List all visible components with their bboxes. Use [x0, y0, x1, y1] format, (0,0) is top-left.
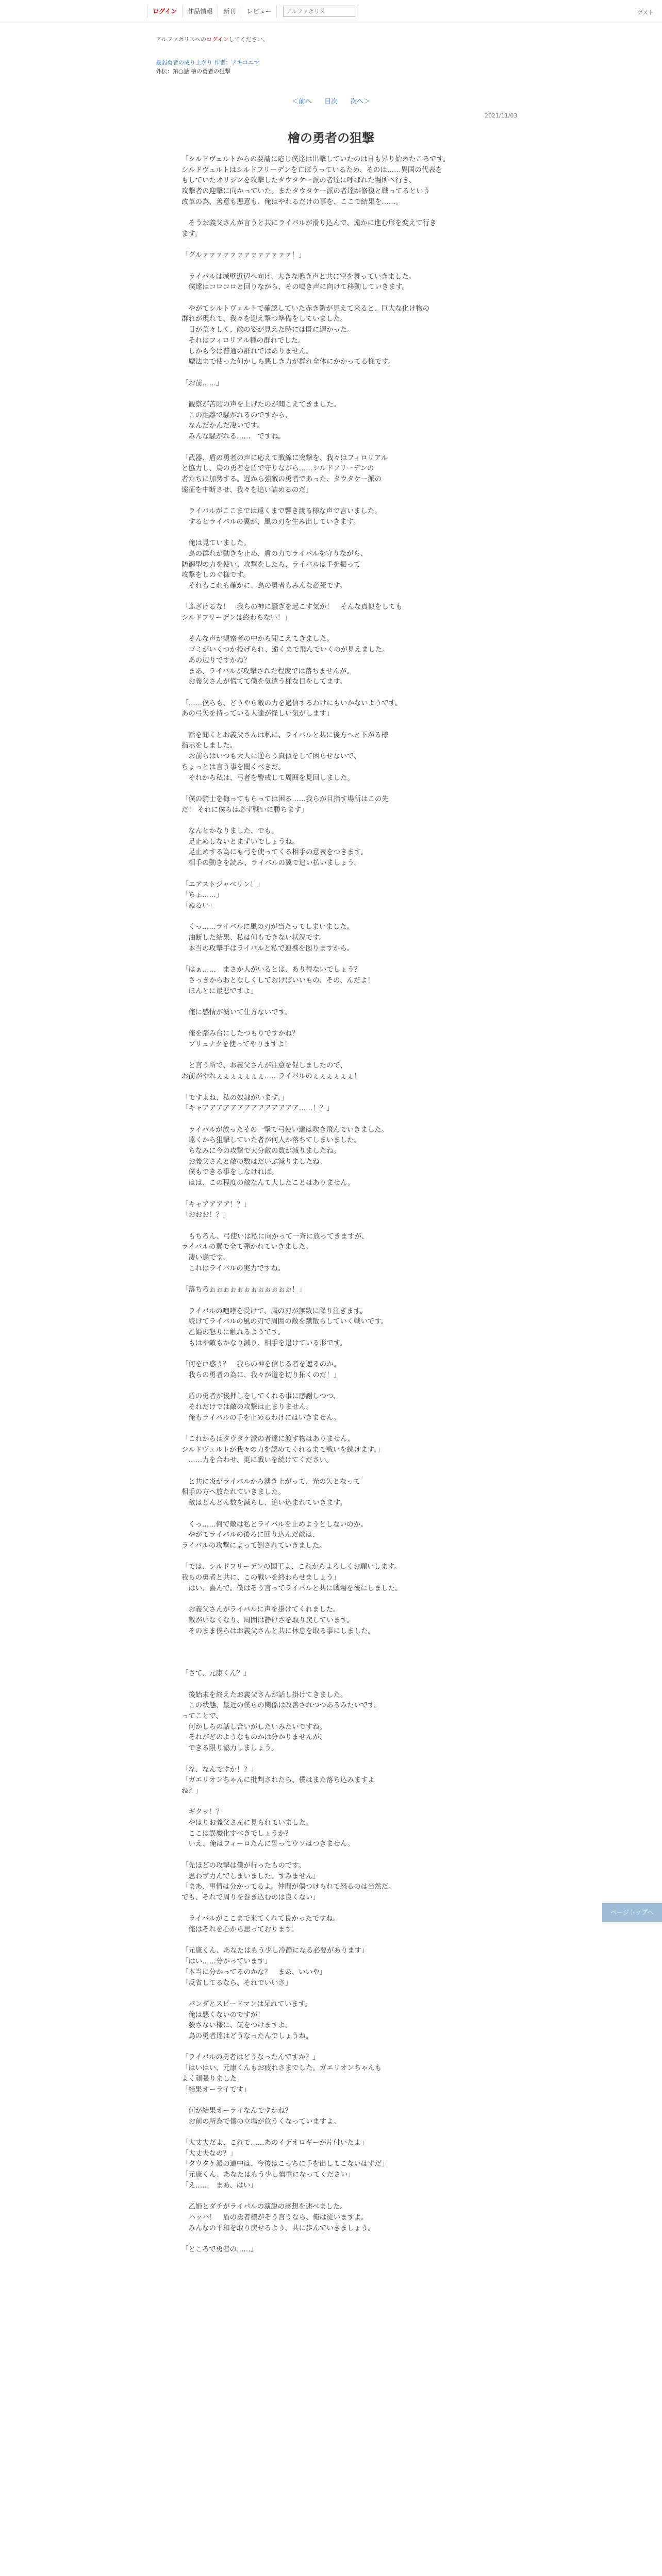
novel-line: 「僕の騎士を侮ってもらっては困る……我らが目指す場所はこの先: [181, 795, 389, 803]
novel-line: 俺はそれを心から思っております。: [181, 1926, 299, 1934]
novel-line: 話を聞くとお義父さんは私に、ライバルと共に後方へと下がる様: [181, 731, 389, 739]
novel-line: やがてライバルの後ろに回り込んだ敵は、: [181, 1531, 320, 1539]
novel-line: 「はい……分かっています」: [181, 1958, 272, 1966]
novel-line: 鳥の勇者達はどうなったんでしょうね。: [181, 2032, 313, 2041]
novel-line: なんとかなりました、でも。: [181, 827, 278, 836]
novel-line: やはりお義父さんに見られていました。: [181, 1819, 313, 1827]
novel-line: 思わず力んでしまいました。すみません」: [181, 1872, 320, 1880]
novel-line: 「ところで勇者の……」: [181, 2246, 258, 2254]
novel-line: ライバルは城壁近辺へ向け、大きな鳴き声と共に空を舞っていきました。: [181, 273, 416, 281]
novel-line: 改革の為、善意も悪意も、俺はやれるだけの事を、ここで結果を……。: [181, 198, 403, 206]
novel-line: [181, 816, 484, 826]
novel-line: [181, 1850, 484, 1861]
top-navigation-bar: [0, 0, 662, 23]
novel-line: 「な、なんですか！？」: [181, 1766, 258, 1774]
novel-line: [181, 2095, 484, 2106]
novel-line: [181, 1637, 484, 1648]
novel-line: 僕もできる事をしなければ。: [181, 1168, 278, 1177]
novel-line: [181, 2234, 484, 2245]
novel-line: [181, 1754, 484, 1765]
novel-line: [181, 1466, 484, 1477]
novel-line: シルドヴェルトが我々の力を認めてくれるまで戦いを続けます。」: [181, 1446, 385, 1454]
novel-line: 観察が苦悶の声を上げたのが聞こえてきました。: [181, 401, 340, 409]
novel-line: [181, 1680, 484, 1690]
novel-line: お前の所為で僕の立場が危うくなっていますよ。: [181, 2117, 340, 2126]
novel-line: 「大丈夫だよ、これで……あのイデオロギーが片付いたよ」: [181, 2139, 368, 2147]
work-info: [156, 35, 506, 76]
novel-line: みんな騒がれる…… ですね。: [181, 433, 285, 441]
novel-line: [181, 1552, 484, 1563]
novel-line: 「え…… まあ、はい」: [181, 2181, 257, 2190]
novel-line: お義父さんがライバルに声を掛けてくれました。: [181, 1606, 340, 1614]
novel-line: 本当の攻撃手はライバルと私で連携を図りますから。: [181, 944, 354, 953]
novel-line: と協力し、鳥の勇者を盾で守りながら……シルドフリーデンの: [181, 465, 374, 473]
novel-line: [181, 720, 484, 731]
novel-body: [181, 155, 484, 2256]
novel-line: ……力を合わせ、更に戦いを続けてください。: [181, 1456, 334, 1465]
novel-line: もしていたオリジンを攻撃したタウタケー派の者達に呼ばれた場所へ行き、: [181, 177, 416, 185]
novel-line: あの辺りですかね？: [181, 656, 251, 665]
novel-line: ブリュナクを使ってやりますよ！: [181, 1041, 291, 1049]
novel-line: ライバルが放ったその一撃で弓使い達は吹き飛んでいきました。: [181, 1126, 389, 1134]
novel-line: 遠征を中断させ、我々を追い詰めるのだ」: [181, 486, 313, 494]
novel-line: はい、喜んで。僕はそう言ってライバルと共に戦場を後にしました。: [181, 1584, 402, 1592]
novel-line: お義父さんと敵の数はだいぶ減りましたね。: [181, 1158, 327, 1166]
novel-line: 「落ちろぉぉぉぉぉぉぉぉぉぉぉぉ！」: [181, 1286, 306, 1294]
novel-line: お前らはいつも大人に逆らう真似をして困らせないで、: [181, 753, 361, 761]
novel-line: 「大丈夫なの？」: [181, 2149, 237, 2158]
novel-line: 「まあ、事情は分かってるよ。仲間が傷つけられて怒るのは当然だ。: [181, 1883, 395, 1891]
novel-line: なんだかんだ凄いです。: [181, 422, 264, 430]
novel-line: しかも今は普通の群れではありません。: [181, 347, 313, 355]
novel-line: 「元康くん、あなたはもう少し冷静になる必要があります」: [181, 1947, 369, 1955]
novel-line: でも、それで周りを巻き込むのは良くない」: [181, 1893, 320, 1902]
novel-line: [181, 1082, 484, 1093]
novel-line: 魔法まで使った何かしら悪しき力が群れ全体にかかってる様です。: [181, 358, 395, 366]
novel-line: もはや敵もかなり減り、相手を退けている形です。: [181, 1339, 347, 1347]
novel-line: 「タウタケ派の連中は、今後はこっちに手を出してこないはずだ」: [181, 2160, 389, 2168]
novel-line: 「おおお！？」: [181, 1211, 230, 1219]
novel-line: はは、この程度の敵なんて大したことはありません。: [181, 1179, 355, 1188]
novel-line: [181, 869, 484, 880]
novel-line: お義父さんが慌てて僕を気遣う様な目をしてます。: [181, 678, 347, 686]
novel-line: それもこれも確かに、鳥の勇者もみんな必死です。: [181, 582, 347, 590]
novel-line: 「ぬるい」: [181, 902, 216, 910]
novel-line: 殺さない様に、気をつけますよ。: [181, 2022, 292, 2030]
novel-line: [181, 1296, 484, 1307]
nav-review[interactable]: レビュー: [241, 5, 277, 18]
novel-line: それだけでは敵の攻撃は止まりません。: [181, 1403, 313, 1411]
novel-line: ってことで、: [181, 1713, 223, 1721]
novel-line: ギクッ！？: [181, 1808, 223, 1817]
novel-line: いえ、俺はフィーロたんに誓ってウソはつきません。: [181, 1840, 355, 1849]
novel-line: [181, 261, 484, 272]
novel-line: 我らの勇者の為に、我々が道を切り拓くのだ！」: [181, 1371, 340, 1379]
novel-line: みんなの平和を取り戻せるよう、共に歩んでいきましょう。: [181, 2224, 375, 2232]
novel-line: [181, 997, 484, 1008]
novel-line: まあ、ライバルが攻撃された程度では落ちませんが。: [181, 667, 354, 675]
novel-line: シルドヴェルトはシルドフリーデンを亡ぼうっているため、そのは……異国の代表を: [181, 166, 442, 174]
novel-line: 「結果オーライです」: [181, 2086, 251, 2094]
novel-line: [181, 1381, 484, 1392]
publish-date: 2021/11/03: [485, 112, 518, 119]
novel-line: 乙姫の怒りに触れるようです。: [181, 1328, 285, 1336]
novel-line: ほんとに最悪ですよ」: [181, 987, 258, 995]
main-nav: [147, 5, 355, 18]
chapter-pager: [0, 96, 662, 106]
novel-line: 相手の動きを読み、ライバルの翼で追い払いましょう。: [181, 859, 361, 868]
novel-line: [181, 912, 484, 923]
novel-line: [181, 592, 484, 603]
novel-line: ライバルがここまで来てくれて良かったですね。: [181, 1915, 340, 1923]
novel-line: 「シルドヴェルトからの要請に応じ僕達は出撃していたのは日も昇り始めたころです。: [181, 156, 450, 163]
novel-line: 群れが現れて、我々を迎え撃つ準備をしていました。: [181, 315, 347, 324]
novel-line: [181, 293, 484, 304]
novel-line: お前がやれぇぇぇぇぇぇぇ……ライバルのぇぇぇぇぇぇ！: [181, 1073, 361, 1081]
novel-line: ライバルがここまでは遠くまで響き渡る様な声で言いました。: [181, 507, 382, 516]
novel-line: 鳥の群れが動きを止め、盾の力でライバルを守りながら、: [181, 550, 368, 558]
novel-line: [181, 1423, 484, 1434]
novel-line: [181, 1274, 484, 1285]
novel-line: 敵がいなくなり、周囲は静けさを取り戻しています。: [181, 1616, 354, 1624]
novel-line: と共に炎がライバルから湧き上がって、光の矢となって: [181, 1478, 361, 1486]
novel-line: [181, 1050, 484, 1061]
novel-line: [181, 389, 484, 400]
novel-line: [181, 1658, 484, 1669]
novel-line: 「エアストジャベリン！」: [181, 880, 264, 889]
novel-line: 「これからはタウタケ派の者達に渡す物はありません、: [181, 1435, 355, 1443]
series-line: [156, 58, 506, 67]
novel-line: 「さて、元康くん？」: [181, 1670, 251, 1678]
novel-line: 目が荒々しく、敵の姿が見えた時には既に遅かった。: [181, 326, 354, 334]
novel-line: 「キャアアアアアアアアアアアアアア……！？」: [181, 1105, 334, 1113]
novel-line: [181, 784, 484, 794]
novel-line: [181, 528, 484, 538]
novel-line: 相手の方へ放たれていきました。: [181, 1488, 285, 1497]
novel-line: [181, 954, 484, 965]
novel-line: 乙姫とダチがライバルの演説の感想を述べました。: [181, 2203, 347, 2211]
novel-line: [181, 1904, 484, 1914]
novel-line: [181, 2042, 484, 2053]
nav-works[interactable]: 作品情報: [183, 5, 218, 18]
novel-line: これはライバルの実力ですね。: [181, 1264, 285, 1273]
novel-line: 者たちに加勢する。遅から強敵の勇者であった、タウタケー派の: [181, 475, 382, 483]
page-top-button[interactable]: ページトップへ: [602, 1903, 662, 1922]
novel-line: ライバルの攻撃によって倒されていきました。: [181, 1541, 326, 1550]
novel-line: そうお義父さんが言うと共にライバルが滑り込んで、遠かに進む形を変えて行き: [181, 219, 437, 228]
novel-line: [181, 688, 484, 699]
novel-line: くっ……ライバルに風の刃が当たってしまいました。: [181, 923, 354, 931]
novel-line: 「元康くん、あなたはもう少し慎重になってください」: [181, 2171, 355, 2179]
novel-line: [181, 1648, 484, 1658]
novel-line: それから私は、弓者を警戒して周囲を見回しました。: [181, 774, 354, 782]
novel-line: 「反省してるなら、それでいいさ」: [181, 1979, 292, 1987]
novel-line: 「お前……」: [181, 379, 223, 387]
novel-line: [181, 1989, 484, 1999]
search-input[interactable]: [283, 6, 355, 17]
novel-line: 俺に感情が湧いて仕方ないです。: [181, 1008, 292, 1016]
novel-line: さっきからおとなしくしておけばいいもの、その、んだよ！: [181, 976, 382, 985]
novel-line: ちょっとは言う事を聞くべきだ。: [181, 763, 285, 771]
novel-line: 俺は見ていました。: [181, 539, 251, 548]
novel-line: やがてシルトヴェルトで確認していた赤き鎧が見えて来ると、巨大な化け物の: [181, 304, 430, 313]
novel-line: 「……僕らも、どうやら敵の力を過信するわけにもいかないようです。: [181, 699, 402, 707]
toc-link[interactable]: 目次: [324, 98, 338, 106]
novel-line: [181, 2192, 484, 2202]
novel-line: [181, 240, 484, 251]
novel-line: 防御型の力を使い、攻撃をしたら、ライバルは手を振って: [181, 561, 361, 569]
novel-line: 「グルァァァァァァァァァァァァァ！」: [181, 251, 306, 260]
novel-line: 足止めしないとまずいでしょうね。: [181, 838, 299, 846]
novel-line: 続けてライバルの風の刃で周囲の敵を蹴散らしていく戦いです。: [181, 1318, 388, 1326]
novel-line: 「では、シルドフリーデンの国王よ、これからよろしくお願いします。: [181, 1563, 401, 1571]
novel-line: 我らの勇者と共に、この戦いを終わらせましょう」: [181, 1574, 340, 1582]
novel-line: パンダとスピードマンは呆れています。: [181, 2000, 312, 2008]
login-notice: アルファポリスへのログインしてください。: [156, 36, 269, 43]
novel-line: 俺もライバルの手を止めるわけにはいきません。: [181, 1414, 341, 1422]
novel-line: [181, 1349, 484, 1360]
guest-label: ゲスト: [637, 9, 654, 16]
novel-line: 後始末を終えたお義父さんが話し掛けてきました。: [181, 1691, 347, 1699]
novel-line: 「ですよね、私の奴隷がいます。」: [181, 1094, 288, 1102]
novel-line: ちなみに今の攻撃で大分敵の数が減りましたね。: [181, 1147, 340, 1156]
novel-line: あの弓矢を持っている人達が怪しい気がします」: [181, 710, 334, 718]
novel-line: 「ふざけるな！ 我らの神に騒ぎを起こす気か！ そんな真似をしても: [181, 603, 403, 612]
novel-line: 攻撃者の迎撃に向かっていた。またタウタケー派の者達が修復と戦ってるという: [181, 188, 430, 196]
notice-login-link[interactable]: ログイン: [206, 36, 229, 43]
novel-line: 油断した結果、私は何もできない状況です。: [181, 934, 326, 942]
nav-new-releases[interactable]: 新刊: [218, 5, 241, 18]
novel-line: 僕達はコロコロと回りながら、その鳴き声に向けて移動していきます。: [181, 283, 409, 292]
novel-line: ライバルの咆哮を受けて、風の刃が無数に降り注ぎます。: [181, 1307, 367, 1315]
novel-line: するとライバルの翼が、風の刃を生み出していきます。: [181, 518, 360, 526]
novel-line: 敵はどんどん数を減らし、追い込まれていきます。: [181, 1499, 347, 1507]
chapter-title: 檜の勇者の狙撃: [288, 131, 374, 145]
novel-line: そのまま僕らはお義父さんと共に休息を取る事にしました。: [181, 1627, 375, 1635]
novel-line: もちろん、弓使いは私に向かって一斉に放ってきますが、: [181, 1232, 369, 1241]
novel-line: 「何を戸惑う？ 我らの神を信じる者を遮るのか。: [181, 1361, 340, 1369]
series-title-link[interactable]: 最弱勇者の成り上がり 作者：: [156, 59, 231, 66]
novel-line: ます。: [181, 230, 202, 238]
novel-line: 何かしらの話し合いがしたいみたいですね。: [181, 1723, 327, 1731]
novel-line: 俺を踏み台にしたつもりですかね？: [181, 1030, 299, 1038]
novel-line: 「武器、盾の勇者の声に応えて戦線に突撃を、我々はフィロリアル: [181, 454, 388, 462]
novel-line: 「ガエリオンちゃんに批判されたら、僕はまた落ち込みますよ: [181, 1776, 375, 1785]
novel-line: 遠くから狙撃していた者が何人か落ちてしまいました。: [181, 1137, 361, 1145]
novel-line: [181, 1594, 484, 1605]
novel-line: 「はぁ…… まさか人がいるとは、あり得ないでしょう？: [181, 966, 361, 974]
novel-line: そんな声が観察者の中から聞こえてきました。: [181, 635, 334, 643]
novel-line: [181, 1936, 484, 1946]
novel-line: できる限り協力しましょう。: [181, 1744, 278, 1753]
novel-line: 凄い鳥です。: [181, 1254, 229, 1262]
next-chapter-link[interactable]: 次へ＞: [350, 98, 371, 106]
novel-line: 指示をしました。: [181, 742, 237, 750]
novel-line: [181, 1114, 484, 1125]
novel-line: 「はいはい、元康くんもお疲れさまでした。ガエリオンちゃんも: [181, 2064, 382, 2073]
novel-line: 俺は悪くないのですが！: [181, 2011, 264, 2019]
novel-line: 何が結果オーライなんですかね？: [181, 2107, 292, 2115]
chapter-line: 外伝：第○話 檜の勇者の狙撃: [156, 68, 231, 75]
novel-line: [181, 208, 484, 219]
novel-line: [181, 1509, 484, 1520]
novel-line: [181, 624, 484, 635]
novel-line: ここは誤魔化すべきでしょうか？: [181, 1829, 292, 1838]
novel-line: それはフィロリアル種の群れでした。: [181, 336, 305, 345]
novel-line: [181, 1221, 484, 1232]
novel-line: と言う所で、お義父さんが注意を促しましたので、: [181, 1062, 347, 1070]
novel-line: シルドフリーデンは終わらない！」: [181, 614, 291, 622]
novel-line: 足止めする為にも弓を使ってくる相手の意表をつきます。: [181, 849, 368, 857]
novel-line: 「キャアアアア！？」: [181, 1200, 251, 1209]
novel-line: [181, 368, 484, 379]
novel-line: 攻撃をしのぐ様です。: [181, 571, 250, 580]
author-link[interactable]: アキコエマ: [231, 59, 260, 66]
novel-line: 「ちょ……」: [181, 891, 223, 900]
novel-line: ライバルの翼で全て弾かれていきました。: [181, 1243, 312, 1251]
novel-line: この距離で騒がれるのですから、: [181, 411, 292, 419]
novel-line: くっ……何で敵は私とライバルを止めようとしないのか。: [181, 1520, 368, 1529]
novel-line: 「本当に分かってるのかな？ まあ、いいや」: [181, 1968, 326, 1976]
login-link[interactable]: ログイン: [147, 5, 183, 18]
novel-line: この状態、最近の僕らの関係は改善されつつあるみたいです。: [181, 1702, 381, 1710]
novel-line: ね？」: [181, 1787, 203, 1795]
novel-line: [181, 496, 484, 506]
novel-line: [181, 1797, 484, 1808]
novel-line: 「先ほどの攻撃は僕が行ったものです。: [181, 1861, 305, 1870]
prev-chapter-link[interactable]: ＜前へ: [291, 98, 312, 106]
novel-line: [181, 2127, 484, 2138]
novel-line: よく頑張りました」: [181, 2075, 244, 2083]
novel-line: [181, 443, 484, 453]
novel-line: ゴミがいくつか投げられ、遠くまで飛んでいくのが見えました。: [181, 646, 389, 654]
novel-line: [181, 1189, 484, 1200]
novel-line: [181, 1019, 484, 1029]
novel-line: それがどのようなものかは分かりませんが、: [181, 1734, 327, 1742]
novel-line: だ！ それに僕らは必ず戦いに勝ちます」: [181, 806, 308, 814]
novel-line: ハッハ！ 盾の勇者様がそう言うなら、俺は従いますよ。: [181, 2213, 368, 2222]
novel-line: 盾の勇者が後押しをしてくれる事に感謝しつつ、: [181, 1393, 340, 1401]
novel-line: 「ライバルの勇者はどうなったんですか？」: [181, 2054, 320, 2062]
